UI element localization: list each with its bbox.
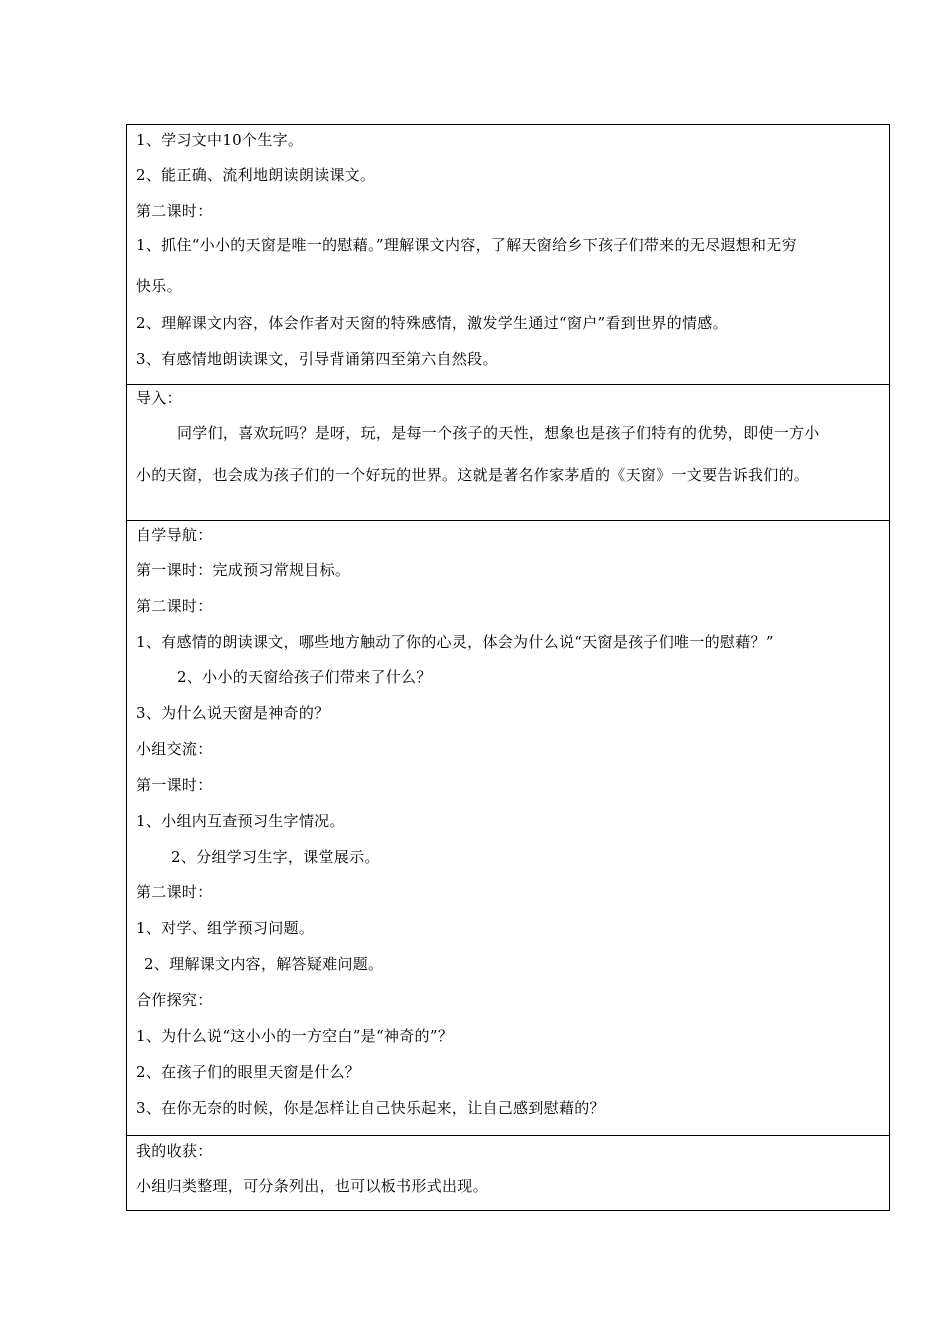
study-line: 1、有感情的朗读课文，哪些地方触动了你的心灵，体会为什么说“天窗是孩子们唯一的慰藉？” (136, 633, 774, 651)
intro-paragraph-line: 小的天窗，也会成为孩子们的一个好玩的世界。这就是著名作家茅盾的《天窗》一文要告诉我们的。 (136, 466, 810, 484)
study-cell (127, 520, 889, 1135)
objective-line: 第二课时： (136, 202, 213, 220)
section-heading-cooperative-inquiry: 合作探究： (136, 991, 213, 1009)
study-line: 第二课时： (136, 597, 213, 615)
objective-line: 2、能正确、流利地朗读朗读课文。 (136, 166, 376, 184)
study-line: 第二课时： (136, 883, 213, 901)
objectives-cell (127, 125, 889, 384)
objective-line: 1、学习文中10个生字。 (136, 131, 304, 149)
intro-heading: 导入： (136, 389, 182, 407)
study-line: 2、理解课文内容，解答疑难问题。 (144, 955, 384, 973)
study-line: 3、在你无奈的时候，你是怎样让自己快乐起来，让自己感到慰藉的？ (136, 1099, 605, 1117)
harvest-heading: 我的收获： (136, 1142, 213, 1160)
section-heading-group-discussion: 小组交流： (136, 740, 213, 758)
study-line: 2、分组学习生字，课堂展示。 (171, 848, 380, 866)
harvest-line: 小组归类整理，可分条列出，也可以板书形式出现。 (136, 1177, 488, 1195)
objective-line: 2、理解课文内容，体会作者对天窗的特殊感情，激发学生通过“窗户”看到世界的情感。 (136, 314, 728, 332)
study-line: 第一课时：完成预习常规目标。 (136, 561, 351, 579)
intro-paragraph-line: 同学们，喜欢玩吗？是呀，玩，是每一个孩子的天性，想象也是孩子们特有的优势，即使一方小 (177, 424, 820, 442)
study-line: 1、小组内互查预习生字情况。 (136, 812, 345, 830)
study-line: 3、为什么说天窗是神奇的？ (136, 704, 330, 722)
intro-cell (127, 384, 889, 520)
section-heading-self-study: 自学导航： (136, 526, 213, 544)
objective-line: 3、有感情地朗读课文，引导背诵第四至第六自然段。 (136, 350, 498, 368)
study-line: 2、在孩子们的眼里天窗是什么？ (136, 1063, 361, 1081)
study-line: 1、为什么说“这小小的一方空白”是“神奇的”？ (136, 1027, 454, 1045)
study-line: 2、小小的天窗给孩子们带来了什么？ (177, 668, 432, 686)
objective-line: 快乐。 (136, 277, 182, 295)
study-line: 第一课时： (136, 776, 213, 794)
harvest-cell (127, 1135, 889, 1210)
study-line: 1、对学、组学预习问题。 (136, 919, 315, 937)
lesson-plan-table (126, 124, 890, 1211)
objective-line: 1、抓住“小小的天窗是唯一的慰藉。”理解课文内容，了解天窗给乡下孩子们带来的无尽遐想和无穷 (136, 236, 797, 254)
